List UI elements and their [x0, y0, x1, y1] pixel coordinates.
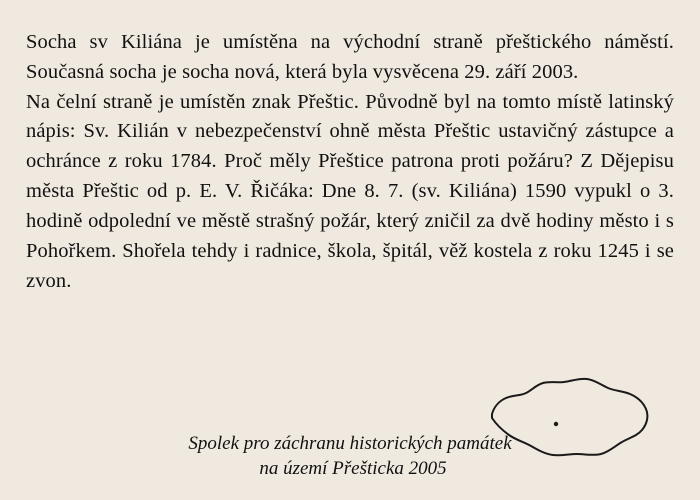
document-body [26, 28, 674, 296]
footer-credit [0, 431, 700, 482]
footer-line-2: na území Přešticka 2005 [259, 458, 447, 480]
paragraph-2: Na čelní straně je umístěn znak Přeštic. Původně byl na tomto místě latinský nápis: Sv. Kilián v nebezpečenství ohně města Přeštic ustavičný zástupce a ochránce z roku 1784. Proč měly Přeštice patrona proti požáru? Z Dějepisu města Přeštic od p. E. V. Řičáka: Dne 8. 7. (sv. Kiliána) 1590 vypukl o 3. hodině odpolední ve městě strašný požár, který zničil za dvě hodiny město i s Pohořkem. Shořela tehdy i radnice, škola, špitál, věž kostela z roku 1245 i se zvon. [26, 90, 674, 292]
paragraph-1: Socha sv Kiliána je umístěna na východní straně přeštického náměstí. Současná socha je socha nová, která byla vysvěcena 29. září 2003. [26, 31, 674, 83]
footer-line-1: Spolek pro záchranu historických památek [188, 432, 512, 454]
